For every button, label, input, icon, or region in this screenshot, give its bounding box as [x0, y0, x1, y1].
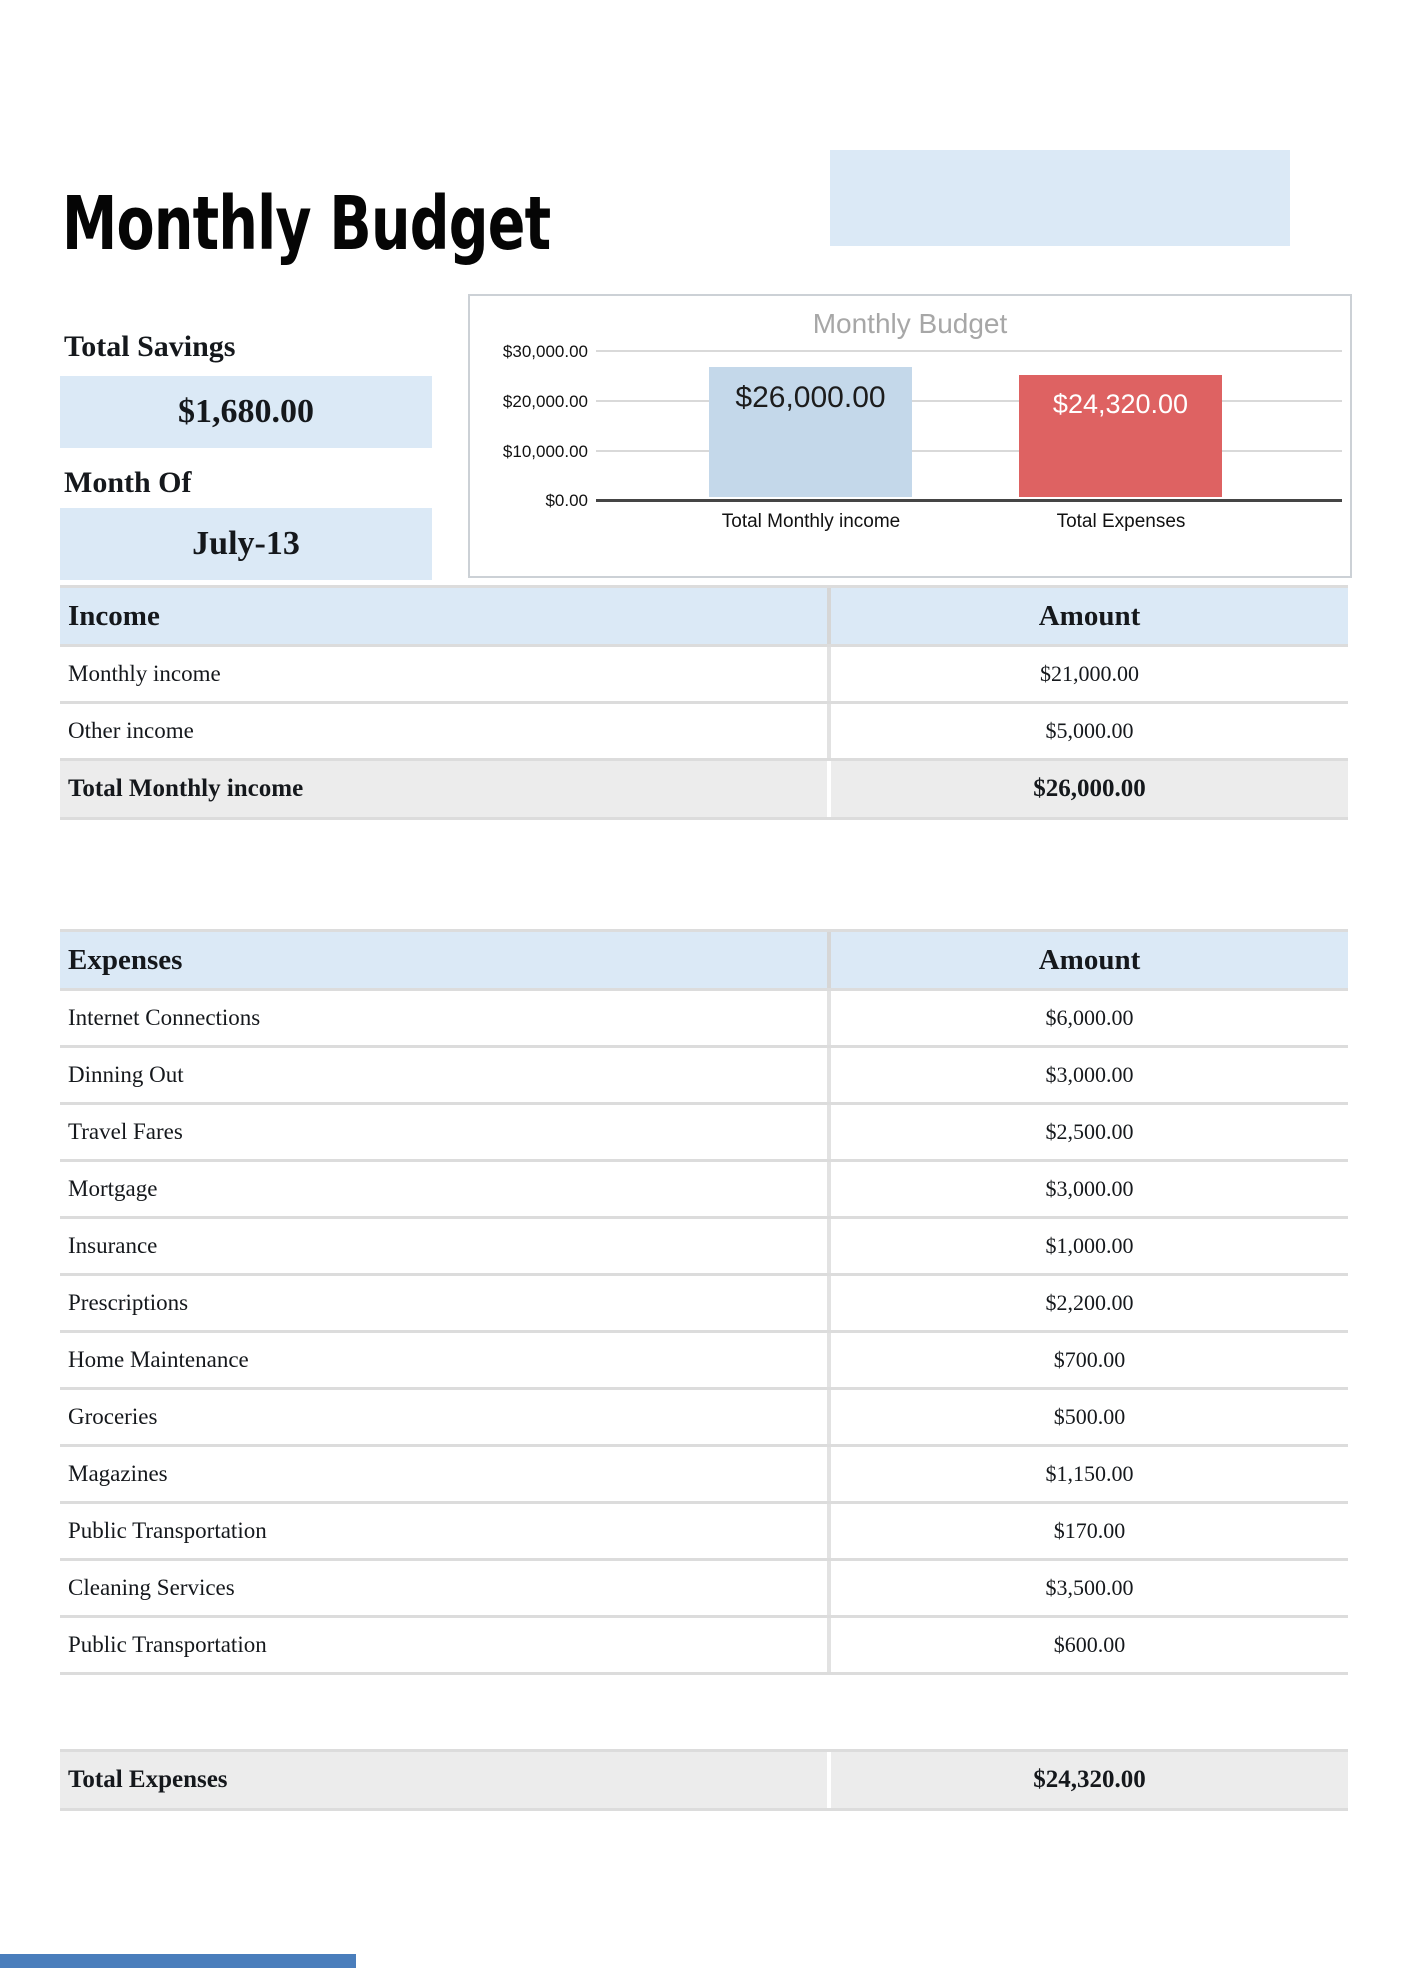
expenses-total-label: Total Expenses	[60, 1752, 827, 1808]
income-total-row	[60, 761, 1348, 820]
x-axis-line	[596, 499, 1342, 502]
expense-row-amount[interactable]: $3,500.00	[1045, 1575, 1134, 1600]
table-row	[60, 1561, 1348, 1618]
gridline-10000	[596, 450, 1342, 452]
income-row-label: Monthly income	[68, 661, 221, 686]
total-expenses-table	[60, 1749, 1348, 1811]
ytick-30000: $30,000.00	[502, 342, 588, 361]
month-of-label: Month Of	[64, 466, 192, 499]
ytick-20000: $20,000.00	[502, 392, 588, 411]
expense-row-label: Internet Connections	[68, 1005, 261, 1030]
table-row	[60, 647, 1348, 704]
page-title: Monthly Budget	[62, 181, 551, 267]
expense-row-amount[interactable]: $3,000.00	[1045, 1062, 1134, 1087]
chart-title: Monthly Budget	[812, 308, 1008, 339]
expense-row-label: Groceries	[68, 1404, 158, 1429]
table-row	[60, 1447, 1348, 1504]
expense-row-label: Insurance	[68, 1233, 158, 1258]
xcategory-total-expenses: Total Expenses	[1056, 511, 1186, 532]
table-row	[60, 1162, 1348, 1219]
expense-row-amount[interactable]: $2,200.00	[1045, 1290, 1134, 1315]
ytick-10000: $10,000.00	[502, 442, 588, 461]
income-header-label: Income	[60, 588, 827, 644]
total-savings-value: $1,680.00	[178, 393, 314, 430]
budget-bar-chart	[468, 294, 1352, 578]
expense-row-amount[interactable]: $6,000.00	[1045, 1005, 1134, 1030]
expenses-header-row	[60, 932, 1348, 991]
expenses-total-amount: $24,320.00	[831, 1752, 1348, 1808]
expense-row-amount[interactable]: $3,000.00	[1045, 1176, 1134, 1201]
expense-row-amount[interactable]: $170.00	[1053, 1518, 1126, 1543]
total-savings-value-cell[interactable]	[60, 376, 432, 448]
expense-row-label: Prescriptions	[68, 1290, 189, 1315]
expenses-bar-value-label: $24,320.00	[1052, 389, 1189, 419]
income-total-amount: $26,000.00	[831, 761, 1348, 817]
expense-row-label: Mortgage	[68, 1176, 158, 1201]
expense-row-label: Magazines	[68, 1461, 168, 1486]
ytick-0: $0.00	[545, 491, 588, 510]
income-bar-value-label: $26,000.00	[735, 381, 886, 414]
expense-row-amount[interactable]: $1,150.00	[1045, 1461, 1134, 1486]
table-row	[60, 1618, 1348, 1675]
expense-row-amount[interactable]: $700.00	[1053, 1347, 1126, 1372]
expenses-header-amount: Amount	[831, 932, 1348, 988]
income-header-row	[60, 588, 1348, 647]
month-of-value: July-13	[192, 525, 300, 562]
expense-row-label: Cleaning Services	[68, 1575, 235, 1600]
table-row	[60, 1333, 1348, 1390]
expense-row-amount[interactable]: $2,500.00	[1045, 1119, 1134, 1144]
xcategory-total-monthly-income: Total Monthly income	[721, 511, 901, 532]
income-header-amount: Amount	[831, 588, 1348, 644]
income-row-label: Other income	[68, 718, 194, 743]
table-row	[60, 1504, 1348, 1561]
header-accent-rectangle	[830, 150, 1290, 246]
table-row	[60, 1276, 1348, 1333]
expense-row-label: Dinning Out	[68, 1062, 184, 1087]
expense-row-amount[interactable]: $500.00	[1053, 1404, 1126, 1429]
expense-row-amount[interactable]: $600.00	[1053, 1632, 1126, 1657]
expense-row-label: Public Transportation	[68, 1518, 267, 1543]
gridline-30000	[596, 350, 1342, 352]
month-of-value-cell[interactable]	[60, 508, 432, 580]
income-table	[60, 585, 1348, 820]
gridline-20000	[596, 400, 1342, 402]
income-row-amount[interactable]: $5,000.00	[1045, 718, 1134, 743]
footer-accent-strip	[0, 1954, 356, 1968]
expenses-header-label: Expenses	[60, 932, 827, 988]
income-row-amount[interactable]: $21,000.00	[1040, 661, 1139, 686]
expense-row-label: Public Transportation	[68, 1632, 267, 1657]
expense-row-label: Travel Fares	[68, 1119, 183, 1144]
table-row	[60, 991, 1348, 1048]
income-total-label: Total Monthly income	[60, 761, 827, 817]
expenses-bar	[1019, 375, 1222, 497]
total-savings-label: Total Savings	[64, 330, 236, 363]
income-bar	[709, 367, 912, 497]
table-row	[60, 1219, 1348, 1276]
expenses-total-row	[60, 1752, 1348, 1811]
table-row	[60, 1390, 1348, 1447]
expense-row-amount[interactable]: $1,000.00	[1045, 1233, 1134, 1258]
table-row	[60, 1105, 1348, 1162]
expenses-table	[60, 929, 1348, 1675]
table-row	[60, 704, 1348, 761]
table-row	[60, 1048, 1348, 1105]
expense-row-label: Home Maintenance	[68, 1347, 249, 1372]
